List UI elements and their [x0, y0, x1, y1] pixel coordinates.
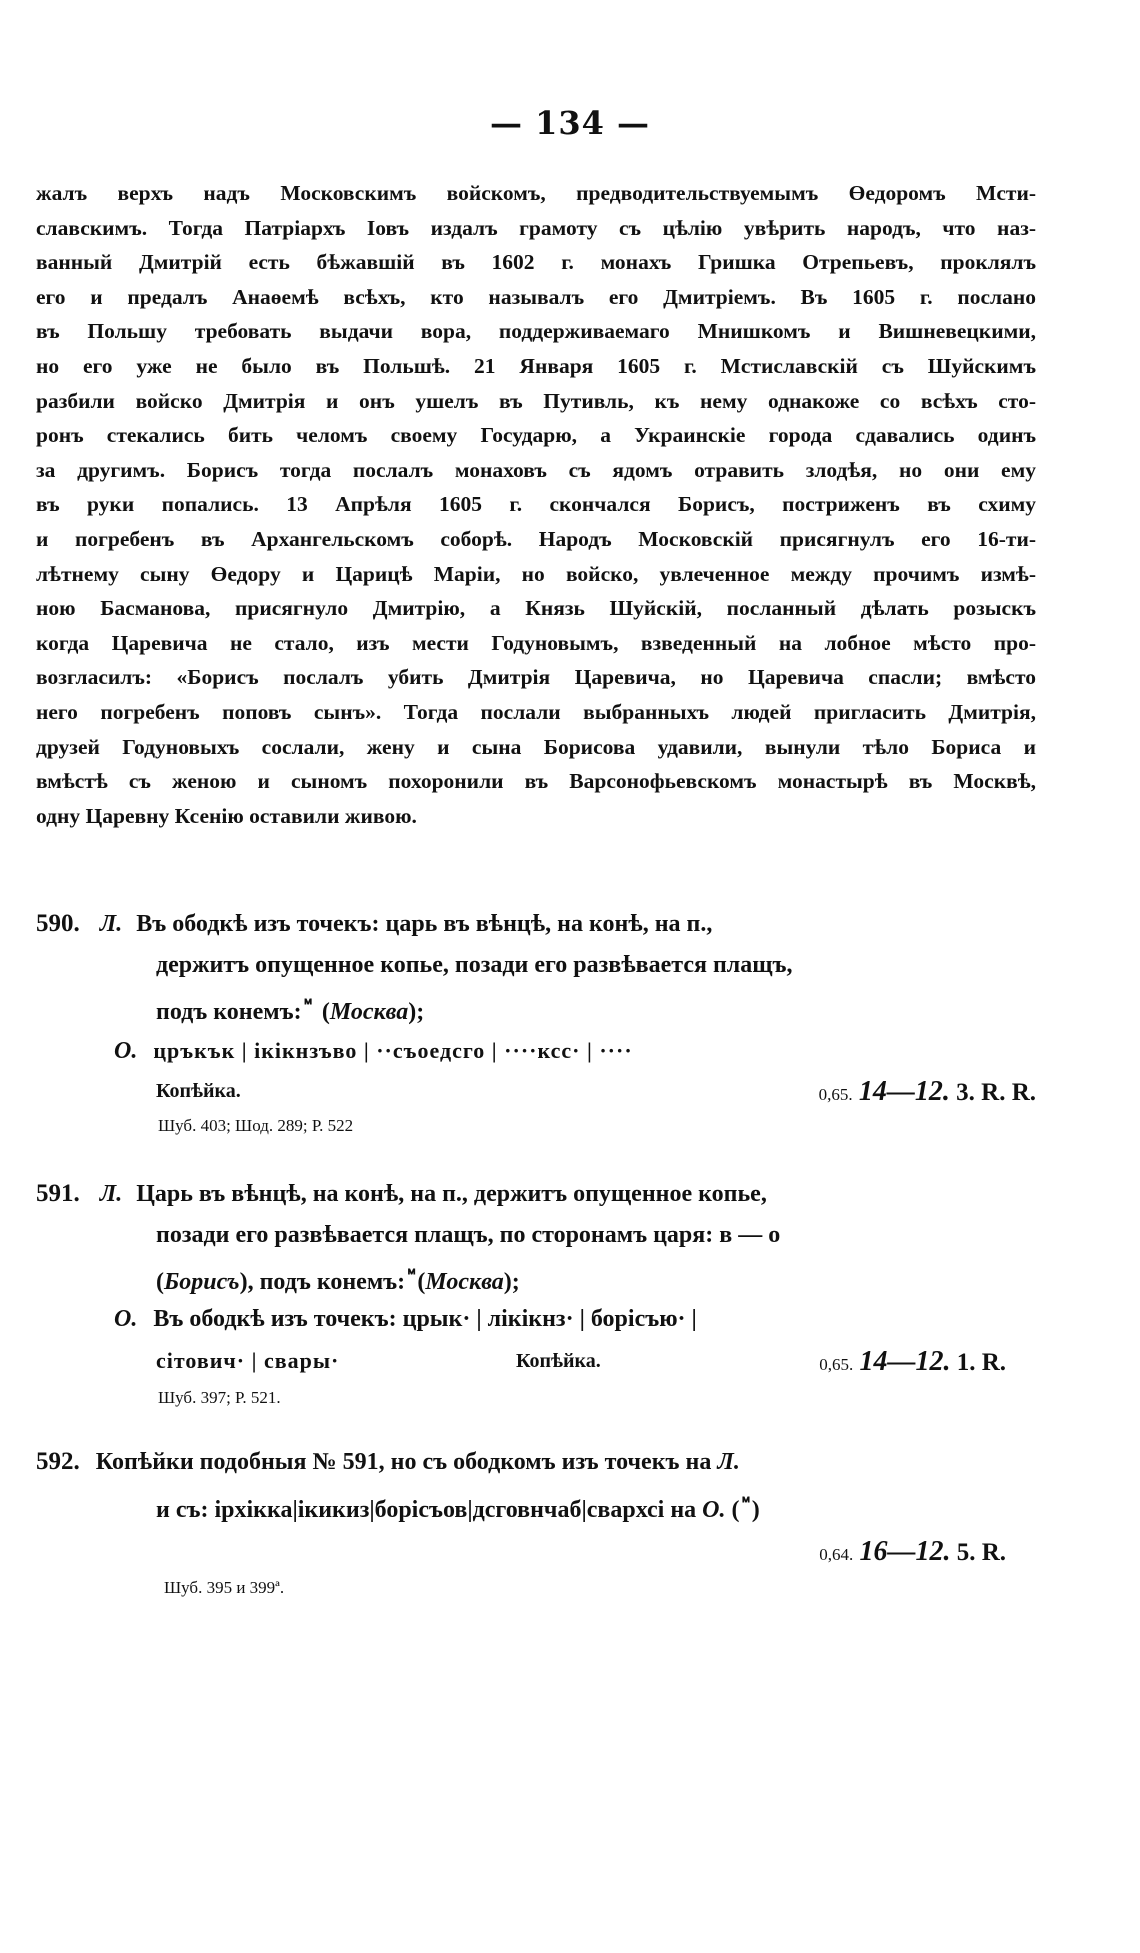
references: Шуб. 395 и 399ª.	[164, 1578, 285, 1597]
paragraph-line: славскимъ. Тогда Патріархъ Іовъ издалъ грамоту съ цѣлію увѣрить народъ, что наз-	[36, 215, 1036, 240]
coin-metrics	[819, 1346, 1006, 1378]
ruler-name: Борисъ	[164, 1269, 240, 1295]
denomination: Копѣйка.	[516, 1350, 601, 1372]
size: 14—12.	[859, 1346, 951, 1377]
size: 14—12.	[858, 1076, 950, 1107]
paragraph-line: него погребенъ поповъ сынъ». Тогда послали выбранныхъ людей пригласить Дмитрія,	[36, 699, 1036, 724]
catalog-entry-591: 591. Л. Царь въ вѣнцѣ, на конѣ, на п., держитъ опущенное копье, позади его развѣвается плащъ, по сторонамъ царя: в — о (Борисъ), подъ конемъ: ⷨ (Москва); О. Въ ободкѣ изъ точекъ: црык· | лікікнз· | борісъю· | сітович· | свары· Копѣйка. 0,65. 14—12. 1. R. Шуб. 397; Р. 521.	[36, 1180, 1006, 1407]
size: 16—12.	[859, 1536, 951, 1567]
coin-legend: сітович· | свары·	[156, 1348, 340, 1373]
paragraph-line: разбили войско Дмитрія и онъ ушелъ въ Путивль, къ нему однакоже со всѣхъ сто-	[36, 388, 1036, 413]
side-label-obverse: Л.	[99, 911, 123, 937]
paragraph-line: жалъ верхъ надъ Московскимъ войскомъ, предводительствуемымъ Өедоромъ Мсти-	[36, 181, 1036, 205]
coin-metrics	[819, 1076, 1036, 1108]
entry-description: Царь въ вѣнцѣ, на конѣ, на п., держитъ опущенное копье,	[136, 1181, 767, 1207]
rarity: 1. R.	[956, 1349, 1006, 1376]
entry-description: Копѣйки подобныя № 591, но съ ободкомъ изъ точекъ на	[95, 1449, 718, 1475]
entry-description: держитъ опущенное копье, позади его развѣвается плащъ,	[156, 952, 793, 978]
mint-name: Москва	[425, 1269, 504, 1295]
paragraph-line: его и предалъ Анаөемѣ всѣхъ, кто называлъ его Дмитріемъ. Въ 1605 г. послано	[36, 284, 1036, 309]
paragraph-line: ронъ стекались бить челомъ своему Государю, а Украинскіе города сдавались одинъ	[36, 423, 1036, 448]
paragraph-line: ною Басманова, присягнуло Дмитрію, а Князь Шуйскій, посланный дѣлать розыскъ	[36, 596, 1036, 621]
paragraph-line: но его уже не было въ Польшѣ. 21 Января 1605 г. Мстиславскій съ Шуйскимъ	[36, 353, 1036, 378]
coin-metrics	[819, 1536, 1006, 1568]
references: Шуб. 397; Р. 521.	[158, 1388, 281, 1407]
paragraph-line: друзей Годуновыхъ сослали, жену и сына Борисова удавили, вынули тѣло Бориса и	[36, 734, 1036, 759]
entry-description: позади его развѣвается плащъ, по сторонамъ царя: в — о	[156, 1222, 781, 1248]
paragraph-line: въ Польшу требовать выдачи вора, поддерживаемаго Мнишкомъ и Вишневецкими,	[36, 319, 1036, 344]
paragraph-line: возгласилъ: «Борисъ послалъ убить Дмитрія Царевича, но Царевича спасли; вмѣсто	[36, 665, 1036, 690]
rarity: 5. R.	[956, 1539, 1006, 1566]
weight: 0,65.	[819, 1355, 854, 1374]
coin-legend: Въ ободкѣ изъ точекъ: црык· | лікікнз· | борісъю· |	[153, 1306, 697, 1332]
paragraph-line: ванный Дмитрій есть бѣжавшій въ 1602 г. монахъ Гришка Отрепьевъ, проклялъ	[36, 250, 1036, 275]
side-label-obverse: Л.	[99, 1181, 123, 1207]
paragraph-line: за другимъ. Борисъ тогда послалъ монаховъ съ ядомъ отравить злодѣя, но они ему	[36, 457, 1036, 482]
side-label-reverse: О.	[114, 1038, 138, 1064]
rarity: 3. R. R.	[956, 1079, 1036, 1106]
history-paragraph	[36, 176, 1036, 833]
weight: 0,65.	[818, 1085, 853, 1104]
entry-number: 592.	[36, 1448, 80, 1475]
weight: 0,64.	[819, 1545, 854, 1564]
catalog-entry-590: 590. Л. Въ ободкѣ изъ точекъ: царь въ вѣнцѣ, на конѣ, на п., держитъ опущенное копье, позади его развѣвается плащъ, подъ конемъ: ⷨ (Москва); О. цръкък | ікікнзъво | ··съоедсго | ····ксс· | ···· Копѣйка. 0,65. 14—12. 3. R. R. Шуб. 403; Шод. 289; Р. 522	[36, 910, 1036, 1135]
paragraph-line: когда Царевича не стало, изъ мести Годуновымъ, взведенный на лобное мѣсто про-	[36, 630, 1036, 655]
paragraph-line: лѣтнему сыну Өедору и Царицѣ Маріи, но войско, увлеченное между прочимъ измѣ-	[36, 561, 1036, 586]
paragraph-line: вмѣстѣ съ женою и сыномъ похоронили въ Варсонофьевскомъ монастырѣ въ Москвѣ,	[36, 769, 1036, 794]
references: Шуб. 403; Шод. 289; Р. 522	[158, 1116, 354, 1135]
entry-number: 591.	[36, 1180, 80, 1207]
paragraph-line: одну Царевну Ксенію оставили живою.	[36, 803, 417, 828]
coin-legend: цръкък | ікікнзъво | ··съоедсго | ····ксс· | ····	[153, 1038, 633, 1063]
page-number: — 134 —	[489, 104, 651, 142]
entry-description: Въ ободкѣ изъ точекъ: царь въ вѣнцѣ, на конѣ, на п.,	[136, 911, 713, 937]
entry-description: и съ: ірхікка|ікикиз|борісъов|дсговнчаб|свархсі на	[156, 1497, 703, 1523]
paragraph-line: въ руки попались. 13 Апрѣля 1605 г. скончался Борисъ, постриженъ въ схиму	[36, 492, 1036, 517]
catalog-entry-592: 592. Копѣйки подобныя № 591, но съ ободкомъ изъ точекъ на Л. и съ: ірхікка|ікикиз|борісъов|дсговнчаб|свархсі на О. ( ⷨ ) 0,64. 16—12. 5. R. Шуб. 395 и 399ª.	[36, 1448, 1006, 1597]
mint-name: Москва	[329, 999, 409, 1025]
entry-number: 590.	[36, 910, 80, 937]
side-label-reverse: О.	[114, 1306, 138, 1332]
entry-description: подъ конемъ: ⷨ	[156, 999, 308, 1025]
denomination: Копѣйка.	[156, 1080, 241, 1102]
paragraph-line: и погребенъ въ Архангельскомъ соборѣ. Народъ Московскій присягнулъ его 16-ти-	[36, 526, 1036, 551]
